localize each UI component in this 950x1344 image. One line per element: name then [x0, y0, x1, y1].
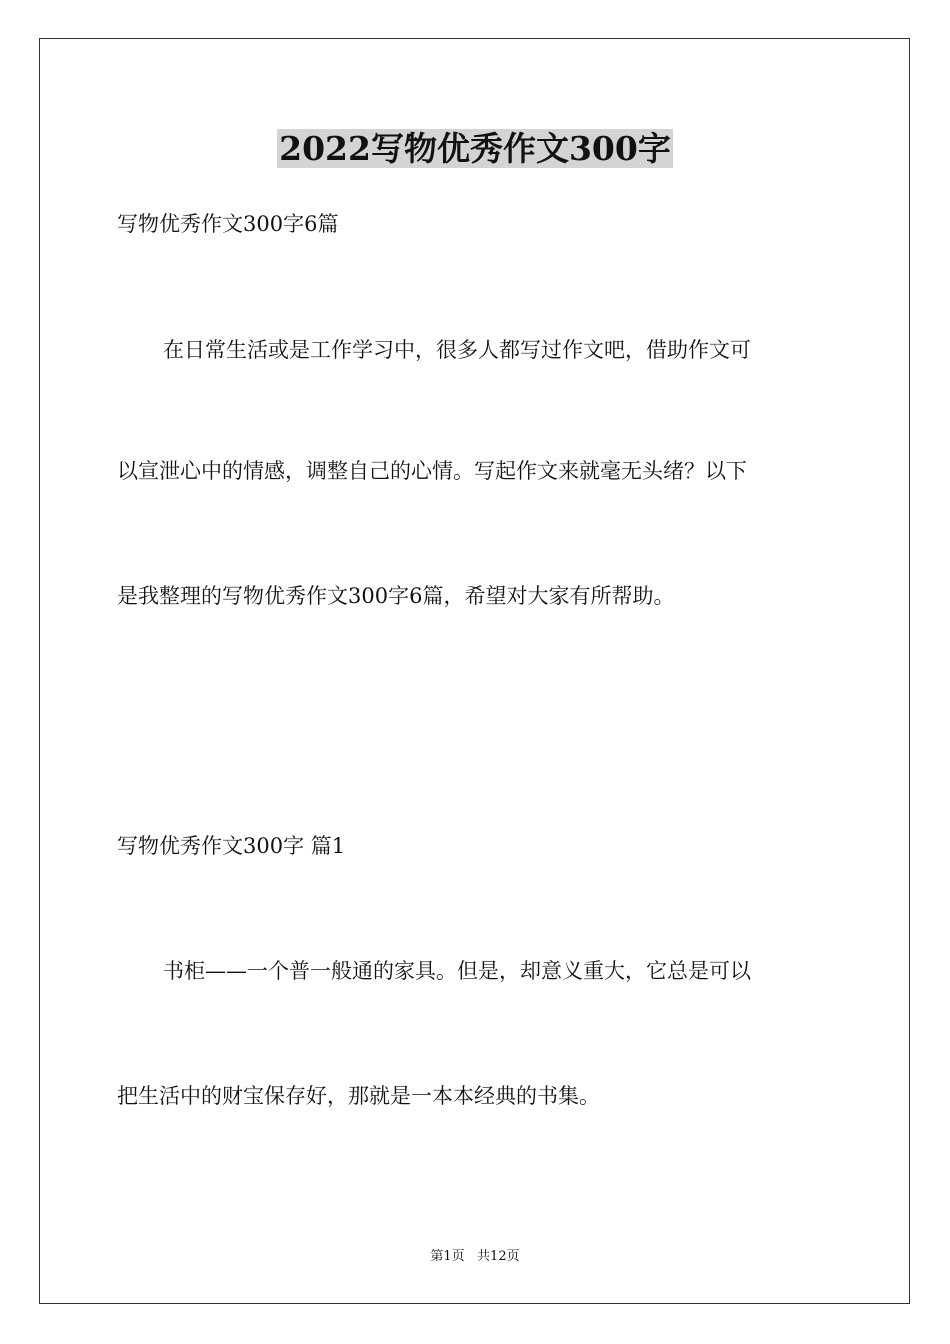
intro-line-3: 是我整理的写物优秀作文300字6篇，希望对大家有所帮助。 — [117, 584, 675, 608]
intro-line-2: 以宣泄心中的情感，调整自己的心情。写起作文来就毫无头绪？以下 — [117, 459, 747, 483]
section-heading: 写物优秀作文300字 篇1 — [117, 834, 346, 858]
section-line-2: 把生活中的财宝保存好，那就是一本本经典的书集。 — [117, 1084, 600, 1108]
page-footer: 第1页 共12页 — [430, 1249, 520, 1264]
document-subtitle: 写物优秀作文300字6篇 — [117, 212, 339, 236]
intro-line-1: 在日常生活或是工作学习中，很多人都写过作文吧，借助作文可 — [163, 338, 751, 362]
document-title-text: 2022写物优秀作文300字 — [279, 129, 671, 168]
section-line-1: 书柜——一个普一般通的家具。但是，却意义重大，它总是可以 — [163, 959, 751, 983]
document-title — [0, 126, 950, 172]
